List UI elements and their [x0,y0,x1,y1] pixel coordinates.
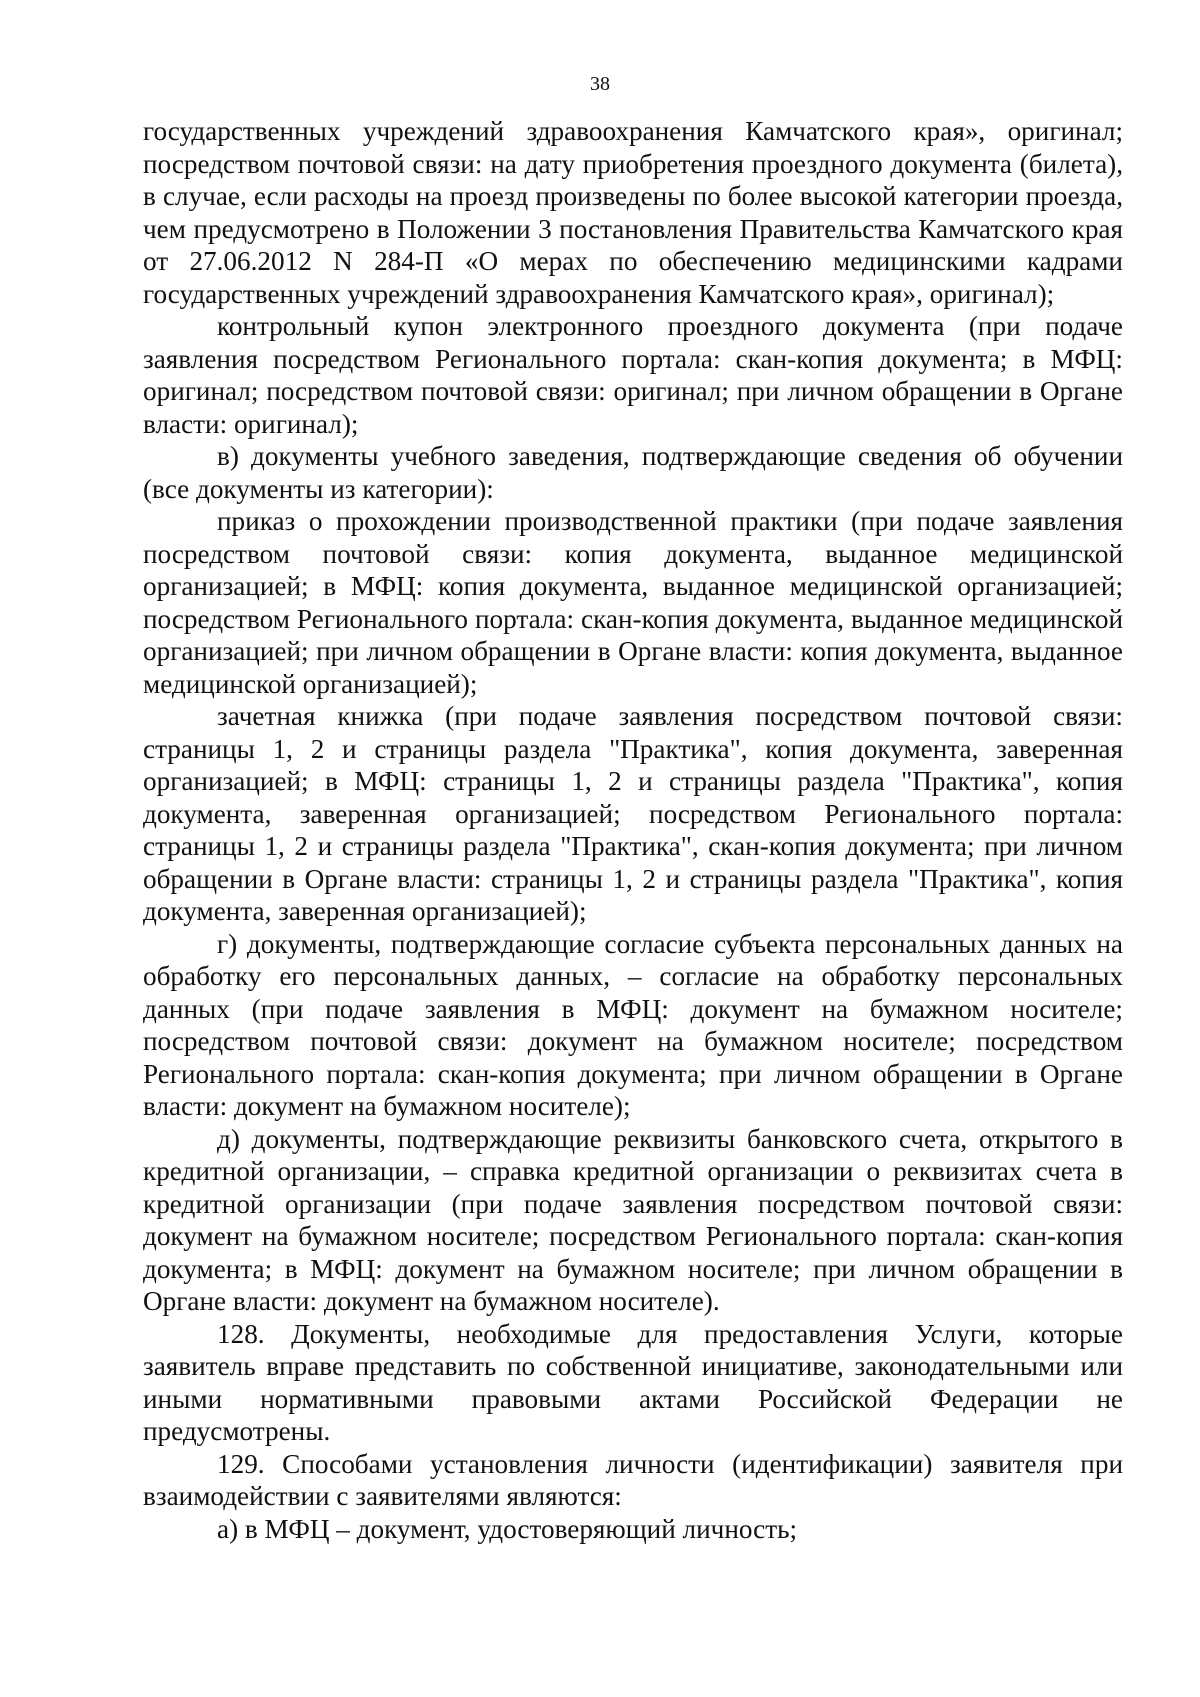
paragraph-electronic-ticket-coupon: контрольный купон электронного проездного документа (при подаче заявления посредством Регионального портала: скан-копия документа; в МФЦ: оригинал; посредством почтовой связи: оригинал; при личном обращении в Органе власти: оригинал); [143,311,1123,439]
document-body [143,115,1123,1545]
paragraph-128-optional-documents: 128. Документы, необходимые для предоставления Услуги, которые заявитель вправе представить по собственной инициативе, законодательными или иными нормативными правовыми актами Российской Федерации не предусмотрены. [143,1318,1123,1446]
paragraph-internship-order: приказ о прохождении производственной практики (при подаче заявления посредством почтовой связи: копия документа, выданное медицинской организацией; в МФЦ: копия документа, выданное медицинской организацией; посредством Регионального портала: скан-копия документа, выданное медицинской организацией; при личном обращении в Органе власти: копия документа, выданное медицинской организацией); [143,506,1123,699]
paragraph-record-book: зачетная книжка (при подаче заявления посредством почтовой связи: страницы 1, 2 и страницы раздела "Практика", копия документа, заверенная организацией; в МФЦ: страницы 1, 2 и страницы раздела "Практика", копия документа, заверенная организацией; посредством Регионального портала: страницы 1, 2 и страницы раздела "Практика", скан-копия документа; при личном обращении в Органе власти: страницы 1, 2 и страницы раздела "Практика", копия документа, заверенная организацией); [143,701,1123,926]
page-number: 38 [590,73,610,95]
paragraph-continued-travel-documents: государственных учреждений здравоохранения Камчатского края», оригинал; посредством почтовой связи: на дату приобретения проездного документа (билета), в случае, если расходы на проезд произведены по более высокой категории проезда, чем предусмотрено в Положении 3 постановления Правительства Камчатского края от 27.06.2012 N 284-П «О мерах по обеспечению медицинскими кадрами государственных учреждений здравоохранения Камчатского края», оригинал); [143,116,1123,309]
paragraph-item-v-education-documents: в) документы учебного заведения, подтверждающие сведения об обучении (все документы из категории): [143,441,1123,504]
paragraph-129-identification-methods: 129. Способами установления личности (идентификации) заявителя при взаимодействии с заявителями являются: [143,1448,1123,1511]
paragraph-item-d-bank-details: д) документы, подтверждающие реквизиты банковского счета, открытого в кредитной организации, – справка кредитной организации о реквизитах счета в кредитной организации (при подаче заявления посредством почтовой связи: документ на бумажном носителе; посредством Регионального портала: скан-копия документа; в МФЦ: документ на бумажном носителе; при личном обращении в Органе власти: документ на бумажном носителе). [143,1123,1123,1316]
paragraph-item-g-personal-data-consent: г) документы, подтверждающие согласие субъекта персональных данных на обработку его персональных данных, – согласие на обработку персональных данных (при подаче заявления в МФЦ: документ на бумажном носителе; посредством почтовой связи: документ на бумажном носителе; посредством Регионального портала: скан-копия документа; при личном обращении в Органе власти: документ на бумажном носителе); [143,928,1123,1121]
paragraph-item-a-mfc-identity: а) в МФЦ – документ, удостоверяющий личность; [217,1513,798,1544]
